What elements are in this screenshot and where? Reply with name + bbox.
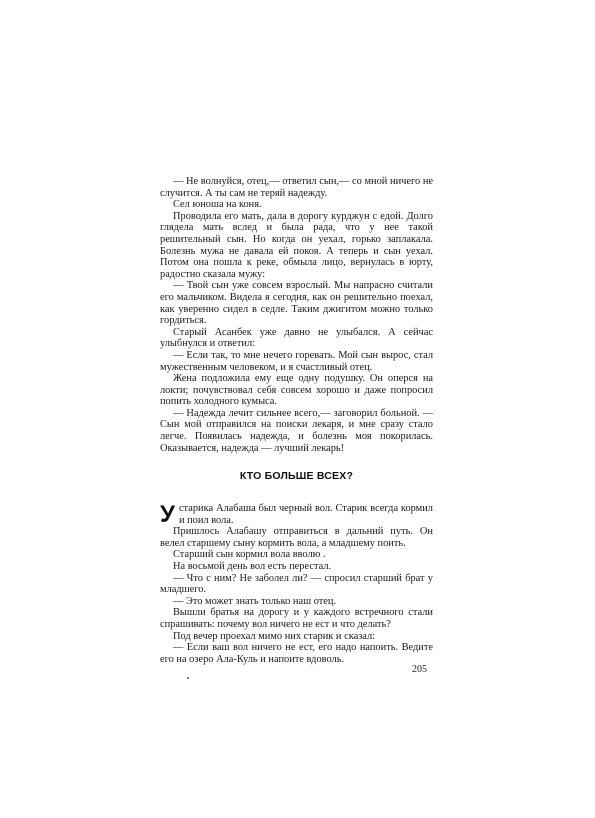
story-continuation: [160, 176, 433, 454]
paragraph: Пришлось Алабашу отправиться в дальний путь. Он велел старшему сыну кормить вола, а младшему поить.: [160, 526, 433, 549]
paragraph: Вышли братья на дорогу и у каждого встречного стали спрашивать: почему вол ничего не ест и что делать?: [160, 607, 433, 630]
paragraph: Старший сын кормил вола вволю .: [173, 549, 326, 561]
print-speck: [187, 677, 189, 679]
paragraph: Под вечер проехал мимо них старик и сказал:: [173, 630, 376, 642]
page-number: 205: [412, 664, 427, 675]
first-paragraph-text: старика Алабаша был черный вол. Старик всегда кормил и поил вола.: [178, 503, 433, 526]
paragraph: — Надежда лечит сильнее всего,— заговорил больной. — Сын мой отправился на поиски лекаря, и мне сразу стало легче. Появилась надежда, и болезнь моя покорилась. Оказывается, надежда — лучший лекарь!: [160, 407, 433, 454]
paragraph: Сел юноша на коня.: [173, 199, 262, 211]
paragraph: — Если ваш вол ничего не ест, его надо напоить. Ведите его на озеро Ала-Куль и напоите вдоволь.: [160, 642, 433, 665]
paragraph: — Что с ним? Не заболел ли? — спросил старший брат у младшего.: [160, 572, 433, 596]
paragraph: — Это может знать только наш отец.: [173, 595, 337, 607]
paragraph: Жена подложила ему еще одну подушку. Он оперся на локти; почувствовал себя совсем хорошо и даже попросил попить холодного кумыса.: [160, 373, 433, 408]
paragraph: — Если так, то мне нечего горевать. Мой сын вырос, стал мужественным человеком, и я счастливый отец.: [160, 349, 433, 373]
story-body: [160, 503, 433, 665]
paragraph: Старый Асанбек уже давно не улыбался. А сейчас улыбнулся и ответил:: [160, 326, 433, 350]
drop-cap: У: [160, 501, 175, 528]
paragraph: — Не волнуйся, отец,— ответил сын,— со мной ничего не случится. А ты сам не теряй надежду.: [160, 176, 433, 199]
first-paragraph: [160, 503, 433, 526]
paragraph: — Твой сын уже совсем взрослый. Мы напрасно считали его мальчиком. Видела я сегодня, как он решительно поехал, как уверенно сидел в седле. Таким джигитом можно только гордиться.: [160, 280, 433, 327]
paragraph: На восьмой день вол есть перестал.: [173, 560, 332, 572]
story-title: КТО БОЛЬШЕ ВСЕХ?: [239, 470, 354, 482]
paragraph: Проводила его мать, дала в дорогу курджун с едой. Долго глядела мать вслед и была рада, что у нее такой решительный сын. Но когда он уехал, горько заплакала. Болезнь мужа не давала ей покоя. А теперь и сын уехал. Потом она пошла к реке, обмыла лицо, вернулась в юрту, радостно сказала мужу:: [160, 210, 433, 280]
